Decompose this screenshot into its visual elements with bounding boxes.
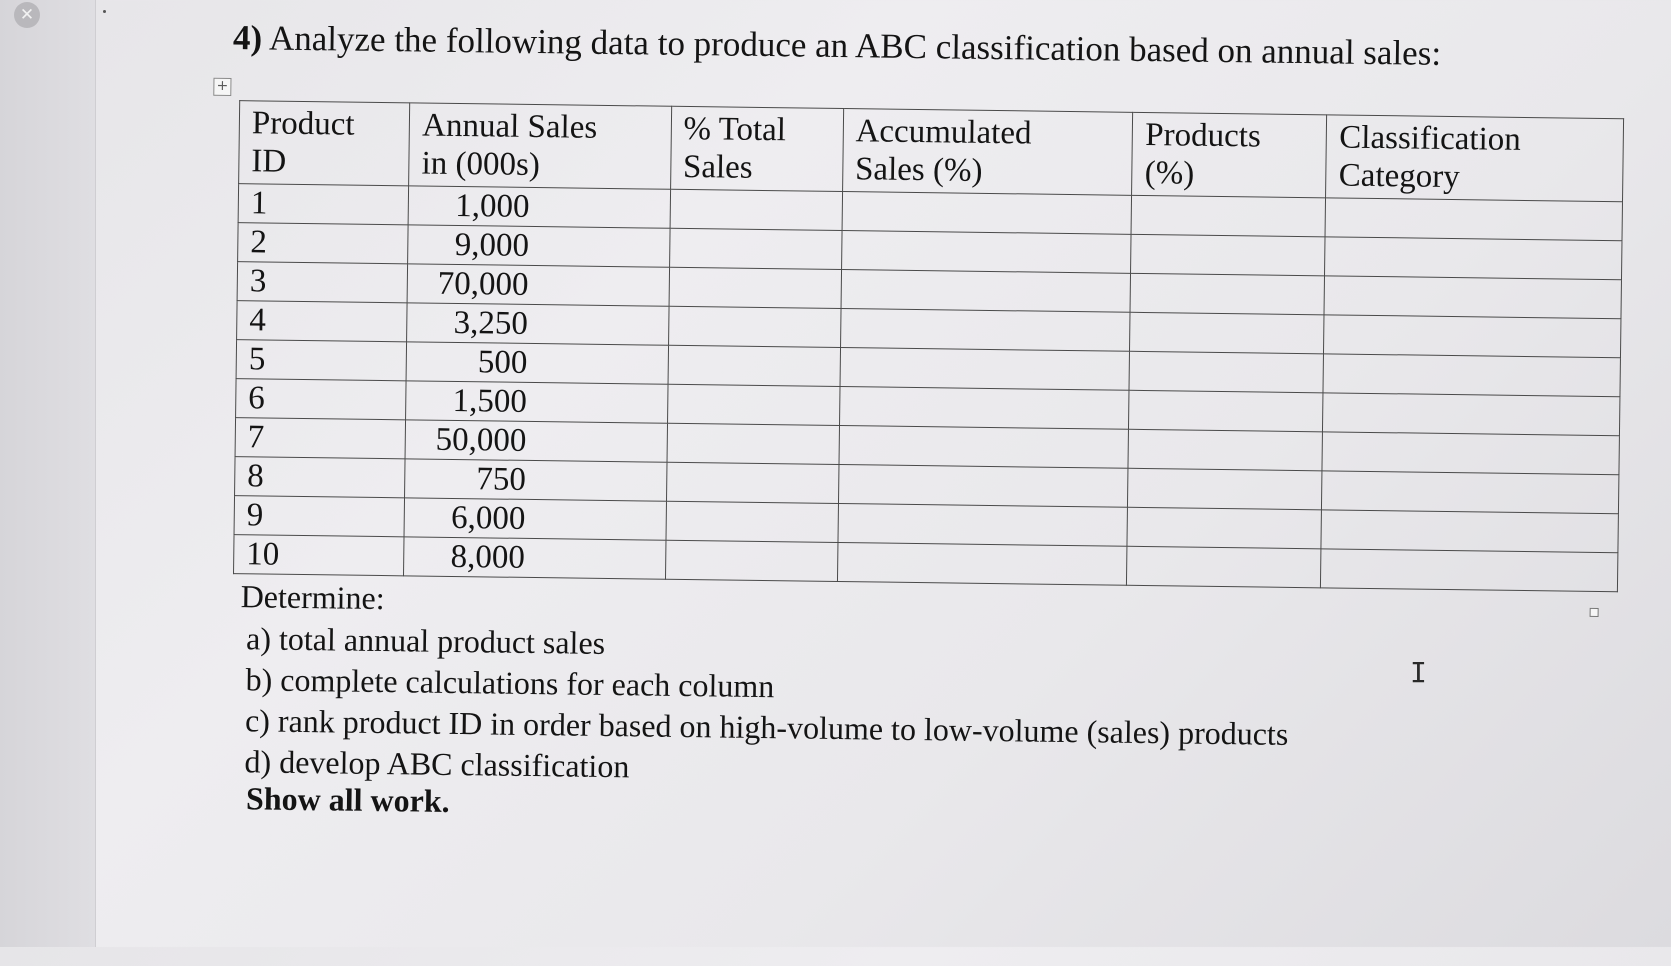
header-line: Category <box>1338 157 1460 196</box>
header-products-percent[interactable] <box>1132 112 1327 198</box>
header-line: Sales <box>682 148 753 186</box>
abc-data-table <box>233 100 1624 592</box>
header-line: Sales (%) <box>854 151 983 189</box>
cell-annual-sales[interactable]: 500 <box>406 342 668 384</box>
header-line: ID <box>251 143 287 180</box>
header-line: in (000s) <box>421 145 541 184</box>
cell-accumulated-sales[interactable] <box>839 387 1129 430</box>
cell-products-percent[interactable] <box>1132 195 1326 237</box>
cell-annual-sales[interactable]: 1,000 <box>408 186 670 228</box>
cell-annual-sales[interactable]: 8,000 <box>404 537 666 579</box>
cell-accumulated-sales[interactable] <box>840 348 1130 391</box>
cell-total-sales[interactable] <box>670 189 843 230</box>
header-accumulated-sales[interactable] <box>842 109 1133 196</box>
cell-accumulated-sales[interactable] <box>841 231 1131 274</box>
header-line: Annual Sales <box>421 107 598 146</box>
list-item: c) rank product ID in order based on high-volume to low-volume (sales) products <box>244 702 1289 752</box>
header-total-sales[interactable] <box>670 106 843 191</box>
cell-products-percent[interactable] <box>1129 390 1323 432</box>
task-list <box>244 618 1289 796</box>
cell-classification[interactable] <box>1325 237 1622 280</box>
cell-annual-sales[interactable]: 3,250 <box>407 303 669 345</box>
question-heading <box>233 18 1442 74</box>
cell-total-sales[interactable] <box>668 306 841 347</box>
cell-classification[interactable] <box>1321 510 1618 553</box>
question-number: 4) <box>232 18 263 58</box>
header-line: Products <box>1145 116 1262 155</box>
header-annual-sales[interactable] <box>409 103 671 189</box>
table-move-handle-icon[interactable]: + <box>213 78 231 96</box>
cell-annual-sales[interactable]: 70,000 <box>407 264 669 306</box>
cell-classification[interactable] <box>1322 432 1619 475</box>
cell-accumulated-sales[interactable] <box>838 465 1128 508</box>
cell-annual-sales[interactable]: 6,000 <box>404 498 666 540</box>
list-item: b) complete calculations for each column <box>245 661 775 705</box>
header-line: Accumulated <box>855 113 1032 152</box>
cell-classification[interactable] <box>1324 315 1621 358</box>
cell-total-sales[interactable] <box>666 462 839 503</box>
cell-product-id[interactable]: 4 <box>237 301 408 342</box>
cell-product-id[interactable]: 10 <box>234 535 405 576</box>
text-cursor-icon: I <box>1410 656 1427 689</box>
header-product-id[interactable] <box>239 101 410 186</box>
cell-total-sales[interactable] <box>666 501 839 542</box>
show-all-work-note: Show all work. <box>245 780 450 819</box>
cell-total-sales[interactable] <box>668 345 841 386</box>
determine-label: Determine: <box>240 578 385 617</box>
header-classification-category[interactable] <box>1326 115 1624 202</box>
cell-classification[interactable] <box>1321 549 1618 592</box>
cell-classification[interactable] <box>1325 198 1622 241</box>
cell-total-sales[interactable] <box>669 267 842 308</box>
cell-accumulated-sales[interactable] <box>842 192 1132 235</box>
cell-annual-sales[interactable]: 1,500 <box>406 381 668 423</box>
cell-products-percent[interactable] <box>1129 351 1323 393</box>
cell-product-id[interactable]: 8 <box>235 457 406 498</box>
cell-annual-sales[interactable]: 50,000 <box>405 420 667 462</box>
cell-accumulated-sales[interactable] <box>841 270 1131 313</box>
cell-products-percent[interactable] <box>1128 468 1322 510</box>
cell-accumulated-sales[interactable] <box>840 309 1130 352</box>
cell-classification[interactable] <box>1323 393 1620 436</box>
cell-accumulated-sales[interactable] <box>838 504 1128 547</box>
cell-products-percent[interactable] <box>1127 546 1321 588</box>
cell-total-sales[interactable] <box>667 384 840 425</box>
cell-product-id[interactable]: 2 <box>238 223 409 264</box>
cell-annual-sales[interactable]: 9,000 <box>408 225 670 267</box>
cell-total-sales[interactable] <box>665 540 838 581</box>
cell-products-percent[interactable] <box>1128 429 1322 471</box>
cell-product-id[interactable]: 9 <box>234 496 405 537</box>
list-item: a) total annual product sales <box>245 620 606 661</box>
cell-product-id[interactable]: 1 <box>238 184 409 225</box>
cell-product-id[interactable]: 7 <box>235 418 406 459</box>
header-line: (%) <box>1144 154 1195 192</box>
cell-accumulated-sales[interactable] <box>839 426 1129 469</box>
cell-annual-sales[interactable]: 750 <box>405 459 667 501</box>
table-resize-handle-icon[interactable] <box>1590 608 1599 617</box>
cell-total-sales[interactable] <box>667 423 840 464</box>
cell-accumulated-sales[interactable] <box>837 542 1127 585</box>
cell-classification[interactable] <box>1324 276 1621 319</box>
cell-classification[interactable] <box>1323 354 1620 397</box>
cell-products-percent[interactable] <box>1131 234 1325 276</box>
header-line: Classification <box>1339 119 1521 158</box>
cell-products-percent[interactable] <box>1130 273 1324 315</box>
cell-product-id[interactable]: 3 <box>237 262 408 303</box>
cell-product-id[interactable]: 6 <box>236 379 407 420</box>
cell-products-percent[interactable] <box>1127 507 1321 549</box>
close-circle-icon[interactable]: ✕ <box>14 2 40 28</box>
cell-total-sales[interactable] <box>669 228 842 269</box>
header-line: Product <box>251 105 355 143</box>
question-text: Analyze the following data to produce an ABC classification based on annual sales: <box>268 18 1442 73</box>
header-line: % Total <box>683 110 787 149</box>
cell-product-id[interactable]: 5 <box>236 340 407 381</box>
list-item: d) develop ABC classification <box>244 743 630 785</box>
cell-products-percent[interactable] <box>1130 312 1324 354</box>
cell-classification[interactable] <box>1322 471 1619 514</box>
